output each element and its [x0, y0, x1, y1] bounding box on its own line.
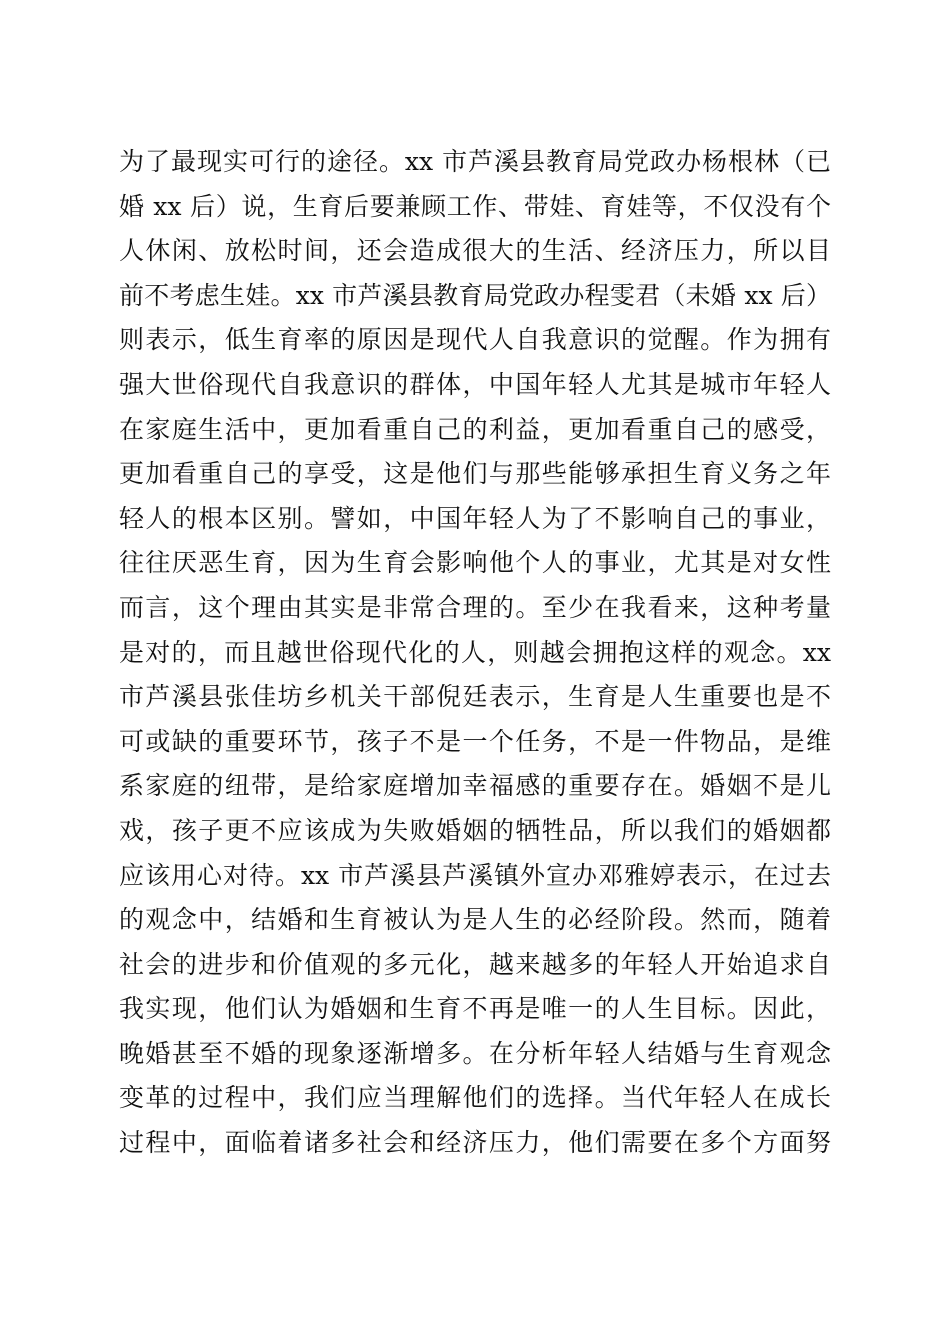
text-line: 则表示，低生育率的原因是现代人自我意识的觉醒。作为拥有: [119, 325, 831, 355]
text-line: 轻人的根本区别。譬如，中国年轻人为了不影响自己的事业，: [119, 503, 831, 533]
text-line: 戏，孩子更不应该成为失败婚姻的牺牲品，所以我们的婚姻都: [119, 815, 831, 845]
text-line: 晚婚甚至不婚的现象逐渐增多。在分析年轻人结婚与生育观念: [119, 1038, 831, 1068]
body-paragraph: [119, 140, 831, 1166]
text-line: 是对的，而且越世俗现代化的人，则越会拥抱这样的观念。xx: [119, 637, 831, 667]
text-line: 市芦溪县张佳坊乡机关干部倪廷表示，生育是人生重要也是不: [119, 682, 831, 712]
text-line: 更加看重自己的享受，这是他们与那些能够承担生育义务之年: [119, 459, 831, 489]
text-line: 而言，这个理由其实是非常合理的。至少在我看来，这种考量: [119, 592, 831, 622]
text-line: 系家庭的纽带，是给家庭增加幸福感的重要存在。婚姻不是儿: [119, 771, 831, 801]
text-line: 前不考虑生娃。xx 市芦溪县教育局党政办程雯君（未婚 xx 后）: [119, 280, 831, 310]
text-line: 可或缺的重要环节，孩子不是一个任务，不是一件物品，是维: [119, 726, 831, 756]
text-line: 社会的进步和价值观的多元化，越来越多的年轻人开始追求自: [119, 949, 831, 979]
text-line: 人休闲、放松时间，还会造成很大的生活、经济压力，所以目: [119, 236, 831, 266]
text-line: 为了最现实可行的途径。xx 市芦溪县教育局党政办杨根林（已: [119, 147, 831, 176]
text-line: 的观念中，结婚和生育被认为是人生的必经阶段。然而，随着: [119, 905, 831, 935]
text-line: 往往厌恶生育，因为生育会影响他个人的事业，尤其是对女性: [119, 548, 831, 578]
text-line: 强大世俗现代自我意识的群体，中国年轻人尤其是城市年轻人: [119, 369, 831, 399]
text-line: 我实现，他们认为婚姻和生育不再是唯一的人生目标。因此，: [119, 994, 831, 1024]
text-line: 婚 xx 后）说，生育后要兼顾工作、带娃、育娃等，不仅没有个: [119, 191, 831, 221]
text-line: 应该用心对待。xx 市芦溪县芦溪镇外宣办邓雅婷表示，在过去: [119, 860, 831, 890]
text-line: 在家庭生活中，更加看重自己的利益，更加看重自己的感受，: [119, 414, 831, 444]
text-line: 过程中，面临着诸多社会和经济压力，他们需要在多个方面努: [119, 1128, 831, 1158]
text-line: 变革的过程中，我们应当理解他们的选择。当代年轻人在成长: [119, 1083, 831, 1113]
